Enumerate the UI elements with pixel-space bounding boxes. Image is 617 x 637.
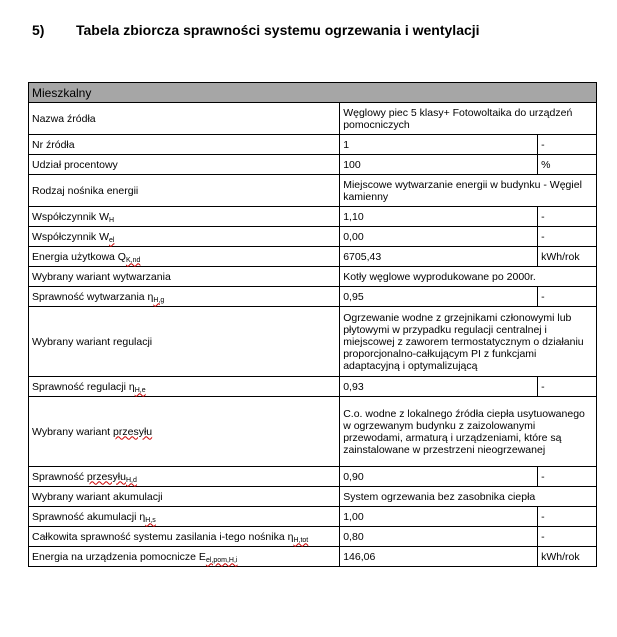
row-label-text: Nr źródła [32, 138, 75, 151]
row-label-flagged-word: przesyłu [113, 425, 153, 438]
table-row [29, 527, 597, 547]
table-row [29, 467, 597, 487]
row-label-subscript: H,tot [293, 536, 309, 544]
section-row [29, 83, 597, 103]
row-value: 6705,43 [340, 247, 538, 267]
row-value: 0,80 [340, 527, 538, 547]
row-label [29, 397, 340, 467]
section-number: 5) [32, 22, 45, 38]
table-row [29, 377, 597, 397]
row-label-subscript: H,s [145, 516, 156, 524]
row-label [29, 507, 340, 527]
row-unit: kWh/rok [538, 547, 597, 567]
row-label [29, 467, 340, 487]
row-label [29, 377, 340, 397]
table-row [29, 247, 597, 267]
row-label [29, 135, 340, 155]
row-label-text: Sprawność [32, 470, 87, 483]
row-label-text: Wybrany wariant wytwarzania [32, 270, 171, 283]
table-row [29, 547, 597, 567]
row-label-text: Wybrany wariant regulacji [32, 335, 153, 348]
row-label-text: Wybrany wariant akumulacji [32, 490, 163, 503]
row-label-flagged-word: przesyłu [86, 470, 126, 483]
section-title: Tabela zbiorcza sprawności systemu ogrzewania i wentylacji [76, 22, 480, 38]
table-row [29, 207, 597, 227]
row-label [29, 547, 340, 567]
row-label-text: Współczynnik W [32, 210, 110, 223]
row-label-subscript: H,d [125, 476, 137, 484]
table-row [29, 507, 597, 527]
row-label [29, 207, 340, 227]
row-label-subscript: el [109, 236, 115, 244]
row-label [29, 267, 340, 287]
row-unit: - [538, 207, 597, 227]
table-row [29, 397, 597, 467]
row-label [29, 527, 340, 547]
row-value: C.o. wodne z lokalnego źródła ciepła usytuowanego w ogrzewanym budynku z zaizolowanymi przewodami, armaturą i urządzeniami, które są zainstalowane w przestrzeni nieogrzewanej [340, 397, 597, 467]
row-value: 0,90 [340, 467, 538, 487]
row-label [29, 227, 340, 247]
row-label-text: Sprawność akumulacji η [32, 510, 146, 523]
table-row [29, 175, 597, 207]
row-label [29, 155, 340, 175]
row-label-subscript: H,g [153, 296, 165, 304]
row-value: System ogrzewania bez zasobnika ciepła [340, 487, 597, 507]
row-value: Kotły węglowe wyprodukowane po 2000r. [340, 267, 597, 287]
efficiency-table [28, 82, 597, 567]
row-unit: - [538, 227, 597, 247]
row-label [29, 175, 340, 207]
row-label-subscript: H [109, 216, 115, 224]
table-row [29, 287, 597, 307]
row-unit: - [538, 377, 597, 397]
row-unit: % [538, 155, 597, 175]
row-unit: kWh/rok [538, 247, 597, 267]
row-unit: - [538, 287, 597, 307]
row-value: 146,06 [340, 547, 538, 567]
row-value: 100 [340, 155, 538, 175]
row-value: Ogrzewanie wodne z grzejnikami członowymi lub płytowymi w przypadku regulacji centralnej i miejscowej z zaworem termostatycznym o działaniu proporcjonalno-całkującym PI z funkcjami adaptacyjną i optymalizującą [340, 307, 597, 377]
row-value: 0,93 [340, 377, 538, 397]
row-label-subscript: K,nd [125, 256, 141, 264]
row-label-subscript: H,e [134, 386, 146, 394]
row-value: 0,00 [340, 227, 538, 247]
table-row [29, 135, 597, 155]
row-label-text: Energia na urządzenia pomocnicze E [32, 550, 206, 563]
row-unit: - [538, 527, 597, 547]
table-row [29, 155, 597, 175]
row-value: 1,00 [340, 507, 538, 527]
row-label-text: Wybrany wariant [32, 425, 114, 438]
table-row [29, 227, 597, 247]
row-label [29, 247, 340, 267]
table-row [29, 103, 597, 135]
row-label-text: Rodzaj nośnika energii [32, 184, 139, 197]
row-label-text: Całkowita sprawność systemu zasilania i-tego nośnika η [32, 530, 294, 543]
row-value: 1,10 [340, 207, 538, 227]
row-value: 0,95 [340, 287, 538, 307]
row-label [29, 287, 340, 307]
row-label-text: Udział procentowy [32, 158, 118, 171]
table-row [29, 267, 597, 287]
row-unit: - [538, 507, 597, 527]
row-label-subscript: el,pom,H,i [205, 556, 238, 564]
row-value: Miejscowe wytwarzanie energii w budynku - Węgiel kamienny [340, 175, 597, 207]
row-value: 1 [340, 135, 538, 155]
row-label-text: Nazwa źródła [32, 112, 96, 125]
row-label-text: Sprawność wytwarzania η [32, 290, 154, 303]
row-label-text: Sprawność regulacji η [32, 380, 135, 393]
row-unit: - [538, 135, 597, 155]
row-label-text: Współczynnik W [32, 230, 110, 243]
section-heading [32, 22, 480, 38]
row-label-text: Energia użytkowa Q [32, 250, 126, 263]
row-label [29, 487, 340, 507]
table-row [29, 487, 597, 507]
row-label [29, 307, 340, 377]
row-value: Węglowy piec 5 klasy+ Fotowoltaika do urządzeń pomocniczych [340, 103, 597, 135]
section-label: Mieszkalny [29, 83, 597, 103]
row-unit: - [538, 467, 597, 487]
row-label [29, 103, 340, 135]
table-row [29, 307, 597, 377]
